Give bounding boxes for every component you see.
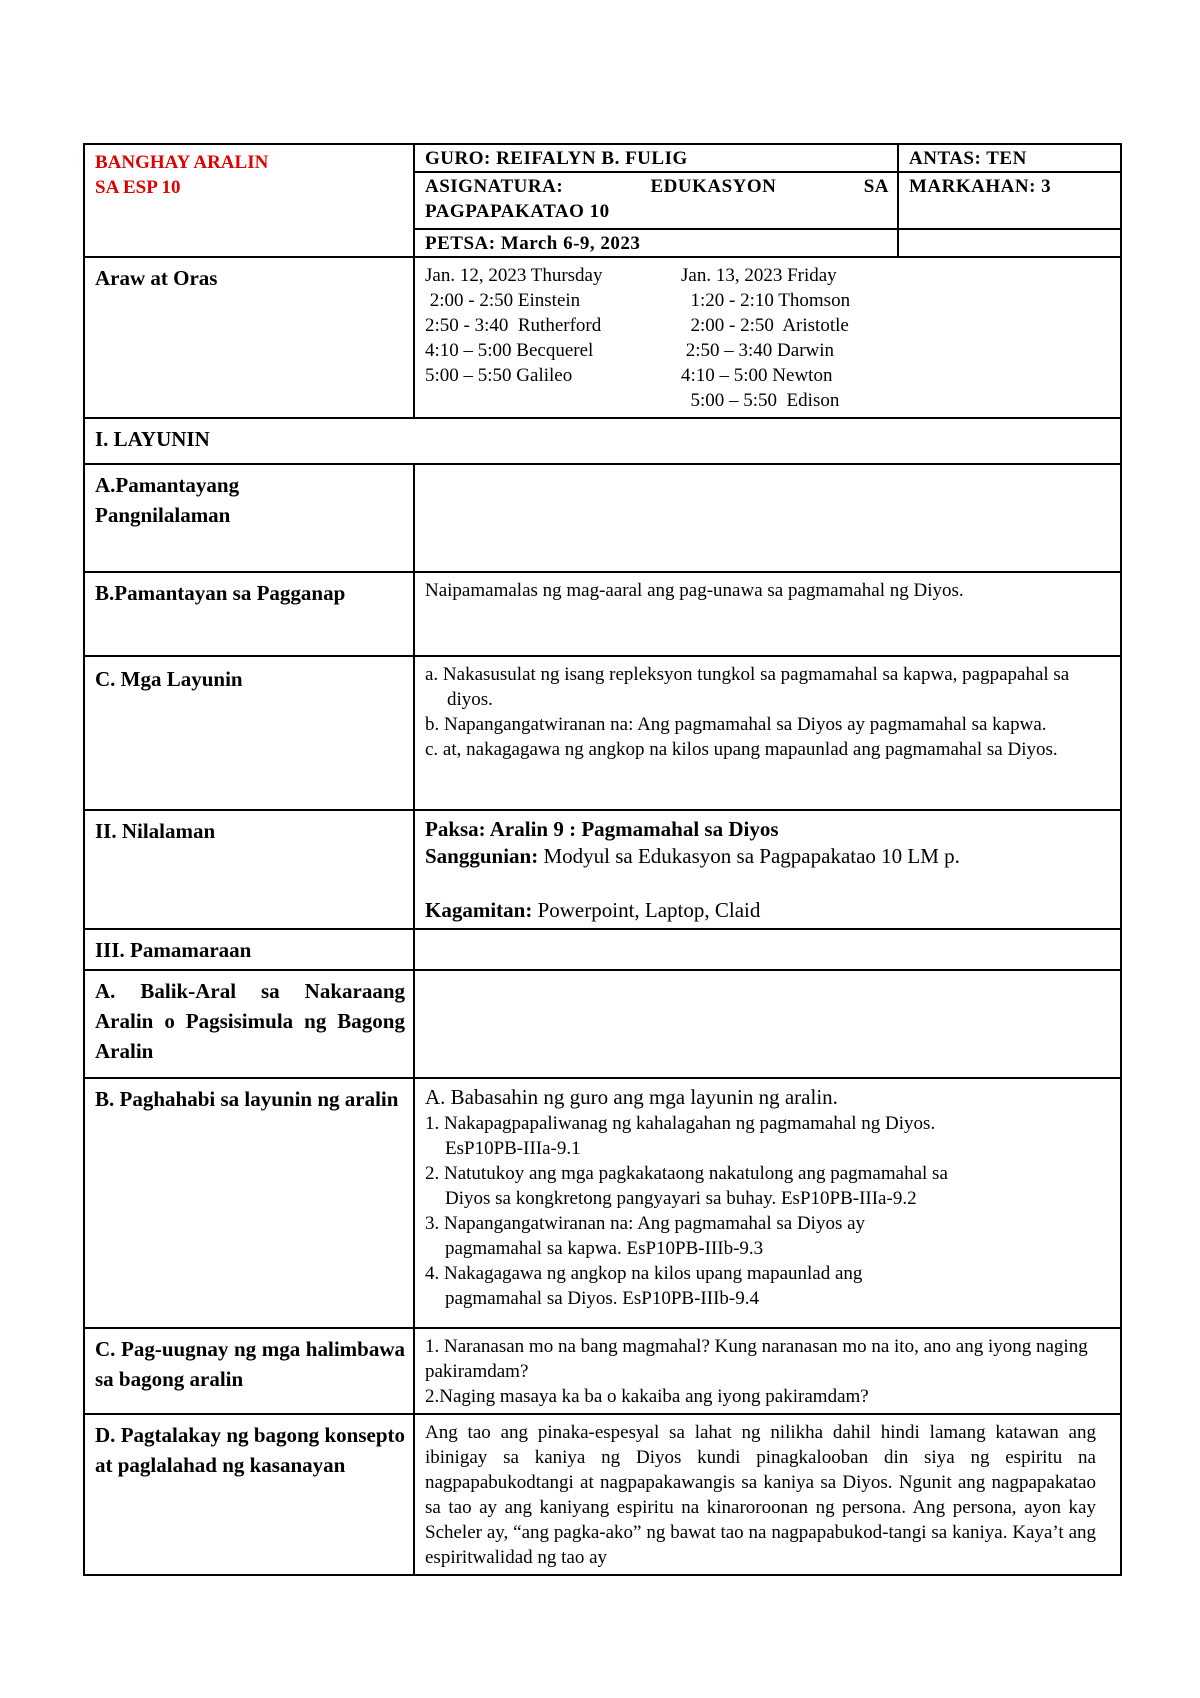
petsa-cell (414, 229, 898, 257)
balik-aral-label-cell (84, 970, 414, 1078)
asignatura-label: ASIGNATURA: (425, 176, 564, 197)
pamantayan-pagganap-label: B.Pamantayan sa Pagganap (95, 581, 346, 605)
pamantayan-pagganap-text: Naipamamalas ng mag-aaral ang pag-unawa sa pagmamahal ng Diyos. (425, 580, 964, 601)
layunin-item: a. Nakasusulat ng isang repleksyon tungkol sa pagmamahal sa kapwa, pagpapahal sa diyos. (425, 664, 1070, 710)
layunin-header: I. LAYUNIN (95, 427, 210, 451)
antas-cell (898, 144, 1121, 172)
pamantayang-pangnilalaman-label-cell (84, 464, 414, 572)
mga-layunin-label: C. Mga Layunin (95, 667, 243, 691)
layunin-item: c. at, nakagagawa ng angkop na kilos upang mapaunlad ang pagmamahal sa Diyos. (425, 739, 1058, 760)
schedule-entry: 2:50 – 3:40 Darwin (681, 340, 835, 361)
pamantayan-pagganap-content (414, 572, 1121, 656)
schedule-entry: 2:00 - 2:50 Einstein (425, 290, 581, 311)
nilalaman-label: II. Nilalaman (95, 819, 216, 843)
kagamitan-label: Kagamitan: (425, 898, 533, 922)
pamantayang-pangnilalaman-label-line1: A.Pamantayang (95, 473, 240, 497)
schedule-entry: 2:00 - 2:50 Aristotle (681, 315, 849, 336)
schedule-cell (414, 257, 1121, 418)
kagamitan-value: Powerpoint, Laptop, Claid (532, 898, 761, 922)
pamantayang-pangnilalaman-label-line2: Pangnilalaman (95, 503, 231, 527)
plan-title-line2: SA ESP 10 (95, 177, 181, 198)
paghahabi-label: B. Paghahabi sa layunin ng aralin (95, 1087, 399, 1111)
pag-uugnay-item: 2.Naging masaya ka ba o kakaiba ang iyong pakiramdam? (425, 1386, 869, 1407)
schedule-entry: 1:20 - 2:10 Thomson (681, 290, 851, 311)
schedule-entry: 4:10 – 5:00 Becquerel (425, 340, 594, 361)
schedule-entry: Jan. 13, 2023 Friday (681, 265, 837, 286)
asignatura-line1 (425, 174, 889, 199)
asignatura-word2: SA (863, 176, 889, 197)
empty-header-cell (898, 229, 1121, 257)
schedule-entry: 5:00 – 5:50 Galileo (425, 365, 573, 386)
mga-layunin-label-cell (84, 656, 414, 810)
paksa-text: Paksa: Aralin 9 : Pagmamahal sa Diyos (425, 817, 779, 841)
plan-title-cell (84, 144, 414, 257)
sanggunian-value: Modyul sa Edukasyon sa Pagpapakatao 10 LM p. (538, 844, 960, 868)
plan-title-line1: BANGHAY ARALIN (95, 152, 269, 173)
paghahabi-label-cell (84, 1078, 414, 1328)
pag-uugnay-content (414, 1328, 1121, 1414)
pamantayang-pangnilalaman-content (414, 464, 1121, 572)
layunin-item: b. Napangangatwiranan na: Ang pagmamahal sa Diyos ay pagmamahal sa kapwa. (425, 714, 1047, 735)
paghahabi-item: 2. Natutukoy ang mga pagkakataong nakatulong ang pagmamahal sa Diyos sa kongkretong pangyayari sa buhay. EsP10PB-IIIa-9.2 (425, 1163, 948, 1209)
araw-oras-label-cell (84, 257, 414, 418)
paghahabi-item: 3. Napangangatwiranan na: Ang pagmamahal sa Diyos ay pagmamahal sa kapwa. EsP10PB-IIIb-9.3 (425, 1213, 866, 1259)
pamantayan-pagganap-label-cell (84, 572, 414, 656)
paghahabi-item: 1. Nakapagpapaliwanag ng kahalagahan ng pagmamahal ng Diyos. EsP10PB-IIIa-9.1 (425, 1113, 936, 1159)
pamamaraan-label-cell (84, 929, 414, 970)
antas-label: ANTAS: TEN (909, 148, 1027, 169)
sanggunian-label: Sanggunian: (425, 844, 539, 868)
paghahabi-content (414, 1078, 1121, 1328)
araw-oras-label: Araw at Oras (95, 266, 218, 290)
schedule (425, 263, 1112, 413)
asignatura-cell (414, 172, 898, 229)
schedule-thursday (425, 263, 681, 413)
pamamaraan-label: III. Pamamaraan (95, 938, 252, 962)
kagamitan-line (425, 897, 1112, 924)
petsa-label: PETSA: March 6-9, 2023 (425, 233, 641, 254)
schedule-entry: 4:10 – 5:00 Newton (681, 365, 833, 386)
asignatura-word1: EDUKASYON (650, 176, 777, 197)
pagtalakay-text: Ang tao ang pinaka-espesyal sa lahat ng nilikha dahil hindi lamang katawan ang ibinigay sa kaniya ng Diyos kundi pinagkalooban din siya ng espiritu na nagpapabukodtangi at nagpapakawangis sa kaniya sa Diyos. Ngunit ang nagpapakatao sa tao ay ang kaniyang espiritu na kinaroroonan ng persona. Ang persona, ayon kay Scheler ay, “ang pagka-ako” ng bawat tao na nagpapabukod-tangi sa kaniya. Kaya’t ang espiritwalidad ng tao ay (425, 1422, 1096, 1568)
pagtalakay-label: D. Pagtalakay ng bagong konsepto at paglalahad ng kasanayan (95, 1423, 405, 1477)
schedule-entry: Jan. 12, 2023 Thursday (425, 265, 603, 286)
balik-aral-label: A. Balik-Aral sa Nakaraang Aralin o Pagsisimula ng Bagong Aralin (95, 979, 405, 1063)
paghahabi-intro: A. Babasahin ng guro ang mga layunin ng aralin. (425, 1085, 838, 1109)
guro-cell (414, 144, 898, 172)
balik-aral-content (414, 970, 1121, 1078)
pagtalakay-label-cell (84, 1414, 414, 1575)
lesson-plan-table (83, 143, 1122, 1576)
pagtalakay-content (414, 1414, 1121, 1575)
sanggunian-line (425, 843, 1112, 870)
pag-uugnay-label-cell (84, 1328, 414, 1414)
layunin-header-cell (84, 418, 1121, 464)
nilalaman-label-cell (84, 810, 414, 929)
markahan-label: MARKAHAN: 3 (909, 176, 1052, 197)
nilalaman-content (414, 810, 1121, 929)
pamamaraan-content (414, 929, 1121, 970)
guro-label: GURO: REIFALYN B. FULIG (425, 148, 688, 169)
pag-uugnay-label: C. Pag-uugnay ng mga halimbawa sa bagong aralin (95, 1337, 405, 1391)
markahan-cell (898, 172, 1121, 229)
pag-uugnay-item: 1. Naranasan mo na bang magmahal? Kung naranasan mo na ito, ano ang iyong naging pakiramdam? (425, 1336, 1088, 1382)
schedule-friday (681, 263, 981, 413)
mga-layunin-content (414, 656, 1121, 810)
paghahabi-item: 4. Nakagagawa ng angkop na kilos upang mapaunlad ang pagmamahal sa Diyos. EsP10PB-IIIb-9.4 (425, 1263, 863, 1309)
schedule-entry: 2:50 - 3:40 Rutherford (425, 315, 602, 336)
schedule-entry: 5:00 – 5:50 Edison (681, 390, 840, 411)
asignatura-line2: PAGPAPAKATAO 10 (425, 201, 610, 222)
